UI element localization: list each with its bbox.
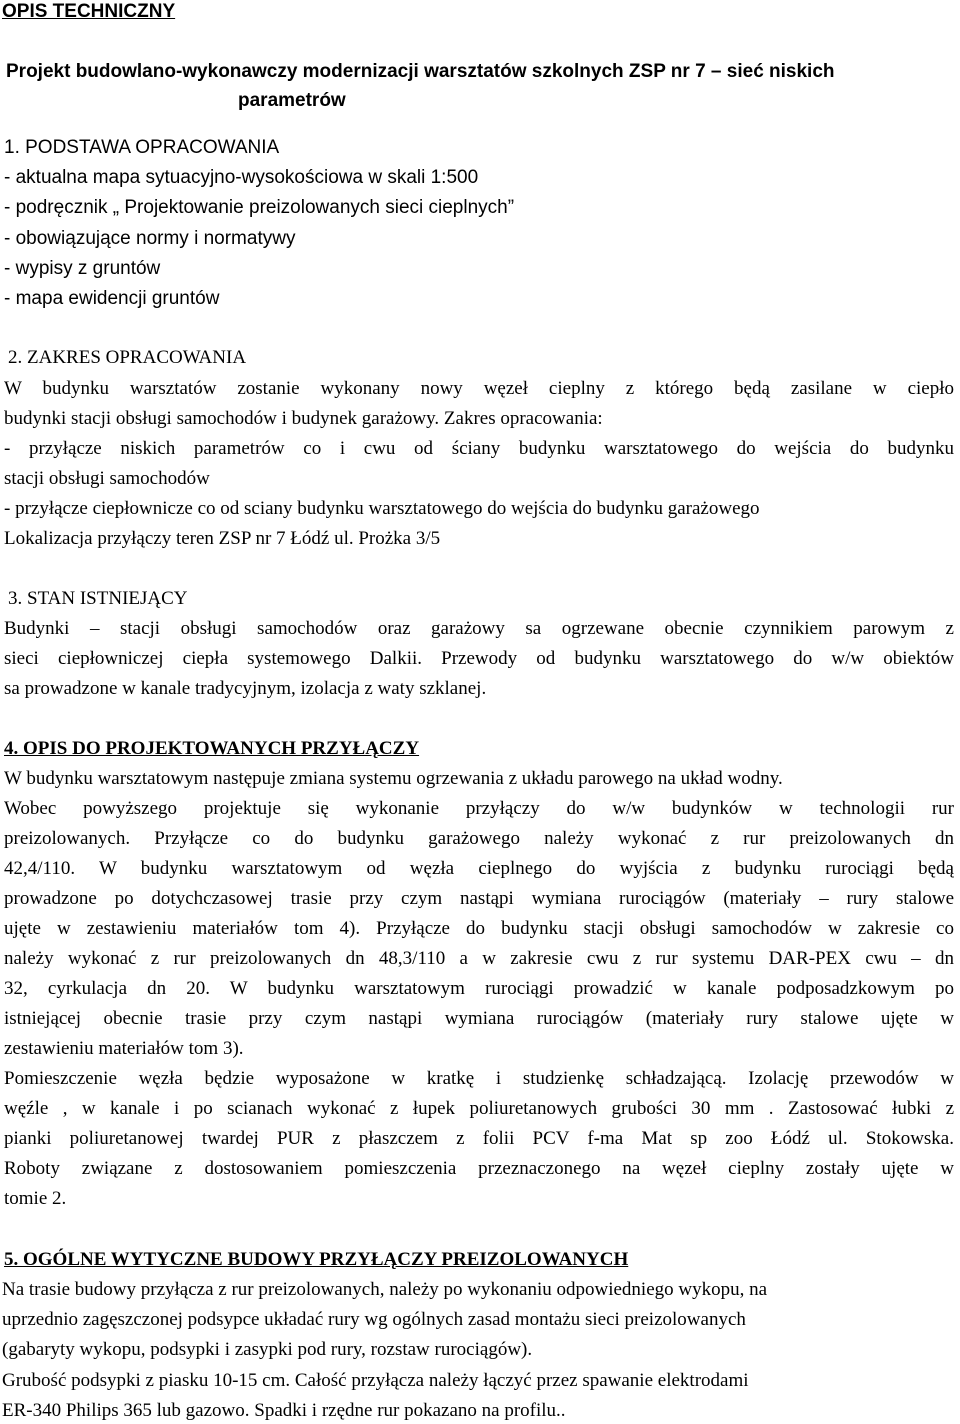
document-title: OPIS TECHNICZNY	[2, 1, 176, 22]
paragraph-line: zestawieniu materiałów tom 3).	[4, 1038, 244, 1059]
paragraph-line: pianki poliuretanowej twardej PUR z płaszczem z folii PCV f-ma Mat sp zoo Łódź ul. Stokowska.	[4, 1129, 954, 1149]
paragraph-line: Pomieszczenie węzła będzie wyposażone w kratkę i studzienkę schładzającą. Izolację przewodów w	[4, 1069, 954, 1089]
paragraph-line: ujęte w zestawieniu materiałów tom 4). Przyłącze do budynku stacji obsługi samochodów w zakresie co	[4, 919, 954, 939]
paragraph-line: - przyłącze ciepłownicze co od sciany budynku warsztatowego do wejścia do budynku garażowego	[4, 498, 760, 519]
paragraph-line: istniejącej obecnie trasie przy czym nastąpi wymiana rurociągów (materiały rury stalowe ujęte w	[4, 1009, 954, 1029]
paragraph-line: Lokalizacja przyłączy teren ZSP nr 7 Łódź ul. Prożka 3/5	[4, 528, 441, 549]
paragraph-line: budynki stacji obsługi samochodów i budynek garażowy. Zakres opracowania:	[4, 408, 603, 429]
project-title-line: parametrów	[238, 90, 346, 111]
paragraph-line: ER-340 Philips 365 lub gazowo. Spadki i rzędne rur pokazano na profilu..	[2, 1400, 566, 1421]
paragraph-line: 42,4/110. W budynku warsztatowym od węzła cieplnego do wyjścia z budynku rurociągi będą	[4, 859, 954, 879]
paragraph-line: (gabaryty wykopu, podsypki i zasypki pod rury, rozstaw rurociągów).	[2, 1339, 533, 1360]
paragraph-line: preizolowanych. Przyłącze co do budynku garażowego należy wykonać z rur preizolowanych dn	[4, 829, 954, 849]
list-item: - obowiązujące normy i normatywy	[4, 228, 296, 249]
list-item: - aktualna mapa sytuacyjno-wysokościowa w skali 1:500	[4, 167, 479, 188]
paragraph-line: sa prowadzone w kanale tradycyjnym, izolacja z waty szklanej.	[4, 678, 487, 699]
paragraph-line: stacji obsługi samochodów	[4, 468, 210, 489]
paragraph-line: Roboty związane z dostosowaniem pomieszczenia przeznaczonego na węzeł cieplny zostały ujęte w	[4, 1159, 954, 1179]
paragraph-line: Wobec powyższego projektuje się wykonanie przyłączy do w/w budynków w technologii rur	[4, 799, 954, 819]
paragraph-line: węźle , w kanale i po scianach wykonać z łupek poliuretanowych grubości 30 mm . Zastosować łubki z	[4, 1099, 954, 1119]
paragraph-line: W budynku warsztatowym następuje zmiana systemu ogrzewania z układu parowego na układ wodny.	[4, 768, 783, 789]
paragraph-line: Grubość podsypki z piasku 10-15 cm. Całość przyłącza należy łączyć przez spawanie elektrodami	[2, 1370, 749, 1391]
paragraph-line: Na trasie budowy przyłącza z rur preizolowanych, należy po wykonaniu odpowiedniego wykopu, na	[2, 1279, 768, 1300]
paragraph-line: W budynku warsztatów zostanie wykonany nowy węzeł cieplny z którego będą zasilane w ciepło	[4, 379, 954, 399]
section-heading: 4. OPIS DO PROJEKTOWANYCH PRZYŁĄCZY	[4, 738, 420, 759]
paragraph-line: sieci ciepłowniczej ciepła systemowego Dalkii. Przewody od budynku warsztatowego do w/w obiektów	[4, 649, 954, 669]
paragraph-line: Budynki – stacji obsługi samochodów oraz garażowy sa ogrzewane obecnie czynnikiem parowym z	[4, 619, 954, 639]
section-heading: 5. OGÓLNE WYTYCZNE BUDOWY PRZYŁĄCZY PREIZOLOWANYCH	[4, 1249, 629, 1270]
project-title-line: Projekt budowlano-wykonawczy modernizacji warsztatów szkolnych ZSP nr 7 – sieć niskich	[6, 61, 835, 82]
section-heading: 2. ZAKRES OPRACOWANIA	[8, 347, 247, 368]
paragraph-line: należy wykonać z rur preizolowanych dn 48,3/110 a w zakresie cwu z rur systemu DAR-PEX cwu – dn	[4, 949, 954, 969]
paragraph-line: 32, cyrkulacja dn 20. W budynku warsztatowym rurociągi prowadzić w kanale podposadzkowym po	[4, 979, 954, 999]
paragraph-line: prowadzone po dotychczasowej trasie przy czym nastąpi wymiana rurociągów (materiały – rury stalowe	[4, 889, 954, 909]
list-item: - mapa ewidencji gruntów	[4, 288, 220, 309]
paragraph-line: uprzednio zagęszczonej podsypce układać rury wg ogólnych zasad montażu sieci preizolowanych	[2, 1309, 746, 1330]
section-heading: 3. STAN ISTNIEJĄCY	[8, 588, 188, 609]
paragraph-line: tomie 2.	[4, 1188, 67, 1209]
paragraph-line: - przyłącze niskich parametrów co i cwu od ściany budynku warsztatowego do wejścia do budynku	[4, 439, 954, 459]
section-heading: 1. PODSTAWA OPRACOWANIA	[4, 137, 280, 158]
list-item: - podręcznik „ Projektowanie preizolowanych sieci cieplnych”	[4, 197, 515, 218]
list-item: - wypisy z gruntów	[4, 258, 161, 279]
